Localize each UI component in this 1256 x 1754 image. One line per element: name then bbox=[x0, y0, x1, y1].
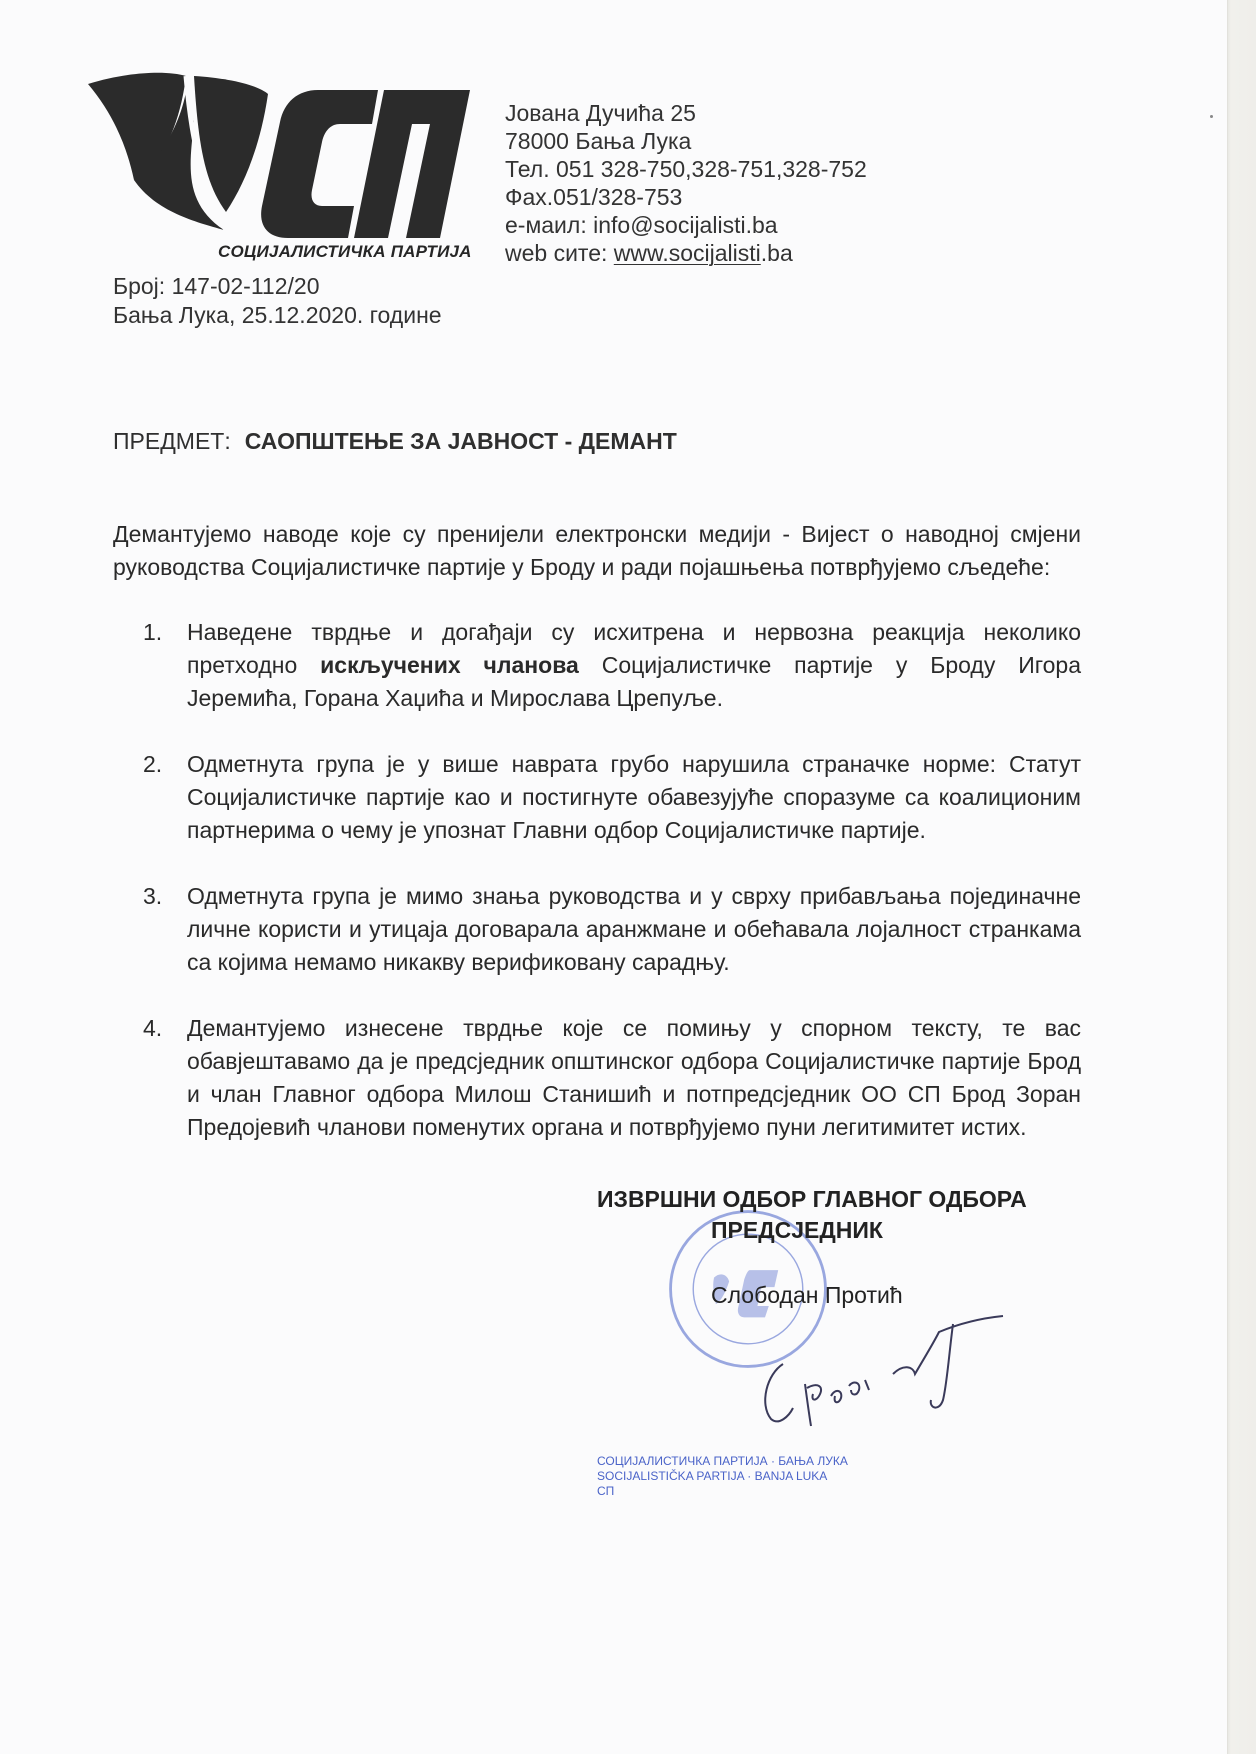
intro-paragraph: Демантујемо наводе које су пренијели електронски медији - Вијест о наводној смјени руководства Социјалистичке партије у Броду и ради појашњења потврђујемо сљедеће: bbox=[113, 521, 1081, 580]
list-item bbox=[113, 748, 1081, 847]
signature-block bbox=[597, 1184, 1077, 1311]
list-item-number: 4. bbox=[143, 1015, 163, 1041]
address-street: Јована Дучића 25 bbox=[505, 100, 696, 126]
email-address[interactable]: info@socijalisti.ba bbox=[593, 212, 778, 238]
list-item-text: Одметнута група је у више наврата грубо нарушила страначке норме: Статут Социјалистичке партије као и постигнуте обавезујуће споразуме са коалиционим партнерима о чему је упознат Главни одбор Социјалистичке партије. bbox=[187, 751, 1081, 843]
party-logo-graphic bbox=[86, 62, 470, 242]
stamp-top-text: СОЦИЈАЛИСТИЧКА ПАРТИЈА · БАЊА ЛУКА bbox=[597, 1454, 848, 1468]
scan-edge bbox=[1227, 0, 1256, 1754]
signatory-organization: ИЗВРШНИ ОДБОР ГЛАВНОГ ОДБОРА bbox=[597, 1186, 1027, 1212]
letter-main bbox=[113, 425, 1081, 1514]
fax-number: Фах.051/328-753 bbox=[505, 184, 683, 210]
list-item-text: Демантујемо изнесене тврдње које се помињу у спорном тексту, те вас обавјештавамо да је предсједник општинског одбора Социјалистичке партије Брод и члан Главног одбора Милош Станишић и потпредсједник ОО СП Брод Зоран Предојевић чланови поменутих органа и потврђујемо пуни легитимитет истих. bbox=[187, 1015, 1081, 1140]
website-label: web сите: bbox=[505, 240, 614, 266]
list-item-text: Наведене тврдње и догађаји су исхитрена и нервозна реакција неколико претходно bbox=[187, 619, 1081, 678]
letterhead bbox=[86, 62, 1186, 332]
handwritten-signature bbox=[753, 1304, 1013, 1434]
stamp-center-text: СП bbox=[597, 1484, 615, 1498]
points-list bbox=[113, 616, 1081, 1144]
list-item-text-after: Социјалистичке партије у Броду Игора Јеремића, Горана Хаџића и Мирослава Црепуље. bbox=[187, 652, 1081, 711]
list-item-number: 3. bbox=[143, 883, 163, 909]
signatory-role: ПРЕДСЈЕДНИК bbox=[711, 1217, 883, 1243]
list-item-bold-text: искључених чланова bbox=[320, 652, 579, 678]
subject-label: ПРЕДМЕТ: bbox=[113, 428, 231, 454]
reference-number: Број: 147-02-112/20 bbox=[113, 273, 320, 299]
website-link[interactable]: www.socijalisti bbox=[613, 240, 761, 266]
list-item bbox=[113, 880, 1081, 979]
list-item-text: Одметнута група је мимо знања руководства и у сврху прибављања појединачне личне користи и утицаја договарала аранжмане и обећавала лојалност странкама са којима немамо никакву верификовану сарадњу. bbox=[187, 883, 1081, 975]
place-date: Бања Лука, 25.12.2020. године bbox=[113, 302, 442, 328]
email-label: е-маил: bbox=[505, 212, 594, 238]
website-line bbox=[505, 239, 867, 267]
stamp-text bbox=[597, 1454, 1077, 1499]
subject-line bbox=[113, 425, 1081, 458]
party-name-caption: СОЦИЈАЛИСТИЧКА ПАРТИЈА bbox=[218, 242, 472, 261]
reference-block bbox=[113, 272, 442, 330]
list-item-number: 2. bbox=[143, 751, 163, 777]
phone-numbers: Тел. 051 328-750,328-751,328-752 bbox=[505, 156, 867, 182]
subject-title: САОПШТЕЊЕ ЗА ЈАВНОСТ - ДЕМАНТ bbox=[244, 428, 677, 454]
signature-area bbox=[113, 1184, 1081, 1514]
signatory-name: Слободан Протић bbox=[711, 1282, 903, 1308]
contact-block bbox=[505, 99, 867, 267]
email-line bbox=[505, 211, 867, 239]
list-item-number: 1. bbox=[143, 619, 163, 645]
stamp-bottom-text: SOCIJALISTIČKA PARTIJA · BANJA LUKA bbox=[597, 1469, 828, 1483]
list-item bbox=[113, 1012, 1081, 1144]
address-city: 78000 Бања Лука bbox=[505, 128, 692, 154]
party-logo bbox=[86, 62, 470, 268]
list-item bbox=[113, 616, 1081, 715]
website-suffix: .ba bbox=[760, 240, 793, 266]
leaf-right-shape bbox=[194, 76, 268, 212]
scan-speck bbox=[1210, 115, 1213, 118]
